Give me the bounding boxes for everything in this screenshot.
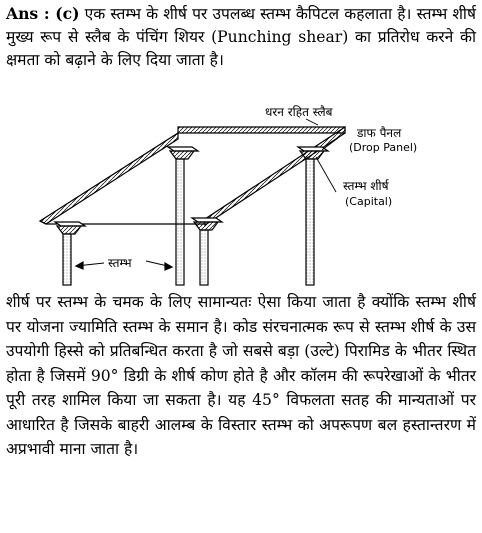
capital-label-hi: स्तम्भ शीर्ष	[343, 179, 389, 193]
slab-label: धरन रहित स्लैब	[265, 105, 333, 119]
answer-label: Ans : (c)	[6, 4, 80, 23]
intro-text: एक स्तम्भ के शीर्ष पर उपलब्ध स्तम्भ कैपिटल कहलाता है। स्तम्भ शीर्ष मुख्य रूप से स्लैब के पंचिंग शियर (Punching shear) का प्रतिरोध करने की क्षमता को बढ़ाने के लिए दिया जाता है।	[6, 5, 476, 69]
body-paragraph: शीर्ष पर स्तम्भ के चमक के लिए सामान्यतः ऐसा किया जाता है क्योंकि स्तम्भ शीर्ष पर योजना ज्यामिति स्तम्भ के समान है। कोड संरचनात्मक रूप से स्तम्भ शीर्ष के उस उपयोगी हिस्से को प्रतिबन्धित करता है जो सबसे बड़ा (उल्टे) पिरामिड के भीतर स्थित होता है जिसमें 90° डिग्री के शीर्ष कोण होते है और कॉलम की रूपरेखाओं के भीतर पूरी तरह शामिल किया जा सकता है। यह 45° विफलता सतह की मान्यताओं पर आधारित है जिसके बाहरी आलम्ब के विस्तार स्तम्भ को अपरूपण बल हस्तान्तरण में अप्रभावी माना जाता है।	[6, 293, 476, 458]
slab-drawing	[40, 119, 345, 285]
flat-slab-figure	[0, 95, 482, 295]
intro-paragraph	[6, 2, 476, 72]
capital-label-en: (Capital)	[345, 195, 393, 208]
drop-panel-label-hi: डाफ पैनल	[357, 126, 402, 140]
drop-panel-label-en: (Drop Panel)	[349, 141, 418, 154]
column-label: स्तम्भ	[108, 256, 132, 270]
